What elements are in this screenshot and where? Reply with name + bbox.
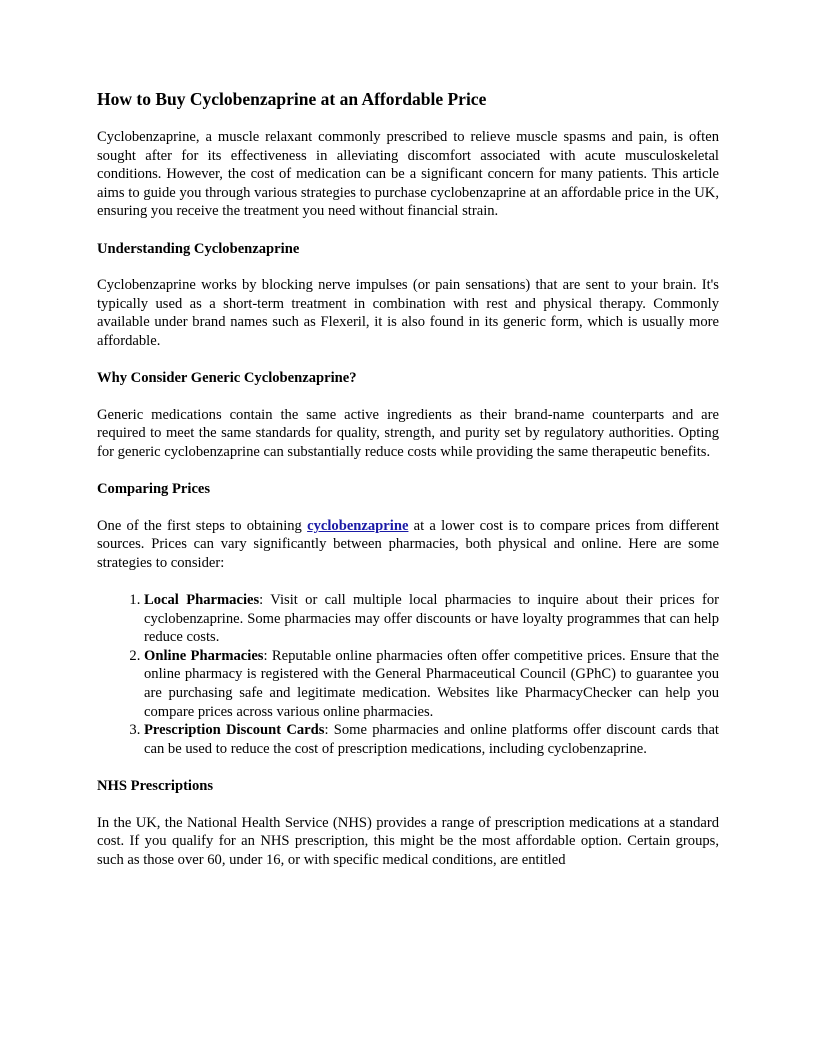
comparing-text-before: One of the first steps to obtaining — [97, 517, 308, 534]
comparing-text-after: at a lower cost is to compare prices from different sources. Prices can vary significantly between pharmacies, both physical and online. Here are some strategies to consider: — [97, 517, 719, 571]
list-item-term: Local Pharmacies — [144, 592, 260, 609]
list-item — [144, 591, 719, 647]
list-item-text: : Visit or call multiple local pharmacies to inquire about their prices for cyclobenzaprine. Some pharmacies may offer discounts or have loyalty programmes that can help reduce costs. — [144, 592, 719, 646]
list-item-text: : Reputable online pharmacies often offer competitive prices. Ensure that the online pharmacy is registered with the General Pharmaceutical Council (GPhC) to guarantee you are purchasing safe and legitimate medication. Websites like PharmacyChecker can help you compare prices across various online pharmacies. — [144, 647, 719, 720]
list-item — [144, 647, 719, 721]
page-title: How to Buy Cyclobenzaprine at an Affordable Price — [97, 89, 487, 109]
understanding-paragraph: Cyclobenzaprine works by blocking nerve impulses (or pain sensations) that are sent to your brain. It's typically used as a short-term treatment in combination with rest and physical therapy. Commonly available under brand names such as Flexeril, it is also found in its generic form, which is usually more affordable. — [97, 277, 719, 349]
list-item-term: Online Pharmacies — [144, 647, 264, 664]
cyclobenzaprine-link[interactable]: cyclobenzaprine — [307, 517, 409, 534]
intro-paragraph: Cyclobenzaprine, a muscle relaxant commonly prescribed to relieve muscle spasms and pain, is often sought after for its effectiveness in alleviating discomfort associated with acute musculoskeletal conditions. However, the cost of medication can be a significant concern for many patients. This article aims to guide you through various strategies to purchase cyclobenzaprine at an affordable price in the UK, ensuring you receive the treatment you need without financial strain. — [97, 129, 719, 220]
list-item-term: Prescription Discount Cards — [144, 722, 325, 739]
strategy-list — [97, 591, 719, 758]
section-heading-nhs: NHS Prescriptions — [97, 778, 214, 794]
section-heading-comparing: Comparing Prices — [97, 481, 211, 498]
section-heading-generic: Why Consider Generic Cyclobenzaprine? — [97, 370, 357, 387]
generic-paragraph: Generic medications contain the same active ingredients as their brand-name counterparts and are required to meet the same standards for quality, strength, and purity set by regulatory authorities. Opting for generic cyclobenzaprine can substantially reduce costs while providing the same therapeutic benefits. — [97, 406, 719, 460]
nhs-paragraph: In the UK, the National Health Service (NHS) provides a range of prescription medications at a standard cost. If you qualify for an NHS prescription, this might be the most affordable option. Certain groups, such as those over 60, under 16, or with specific medical conditions, are entitled — [97, 814, 719, 868]
list-item — [144, 721, 719, 758]
section-heading-understanding: Understanding Cyclobenzaprine — [97, 240, 300, 257]
document-page — [97, 88, 719, 888]
comparing-paragraph — [97, 517, 719, 573]
list-item-text: : Some pharmacies and online platforms offer discount cards that can be used to reduce the cost of prescription medications, including cyclobenzaprine. — [144, 722, 719, 757]
